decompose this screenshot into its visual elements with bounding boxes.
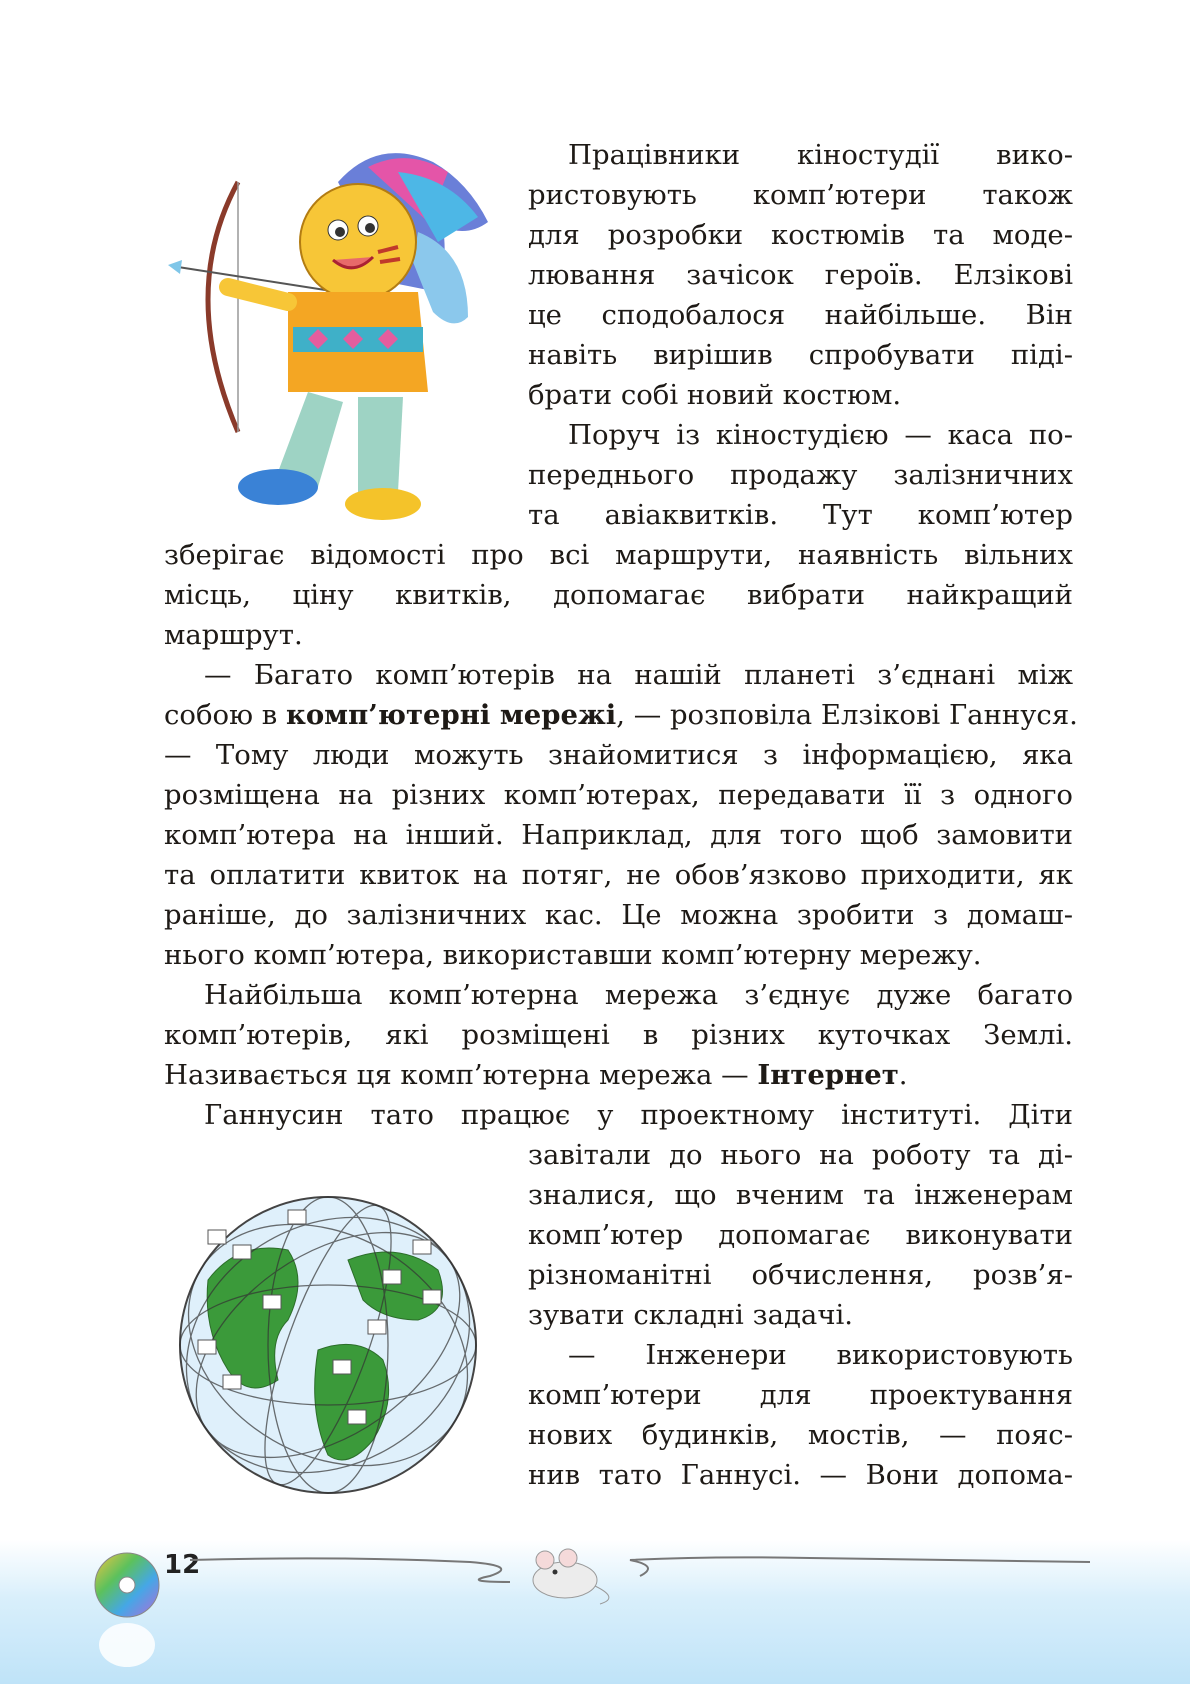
paragraph-ticket-office-cont — [164, 535, 1073, 655]
text-line: собою в комп’ютерні мережі, — розповіла Елзікові Ганнуся. — [164, 699, 1078, 731]
text-line: комп’ютери для проектування — [528, 1379, 1073, 1411]
text-line: нив тато Ганнусі. — Вони допома- — [528, 1459, 1073, 1491]
text-line: комп’ютер допомагає виконувати — [528, 1219, 1073, 1251]
text-line: зувати складні задачі. — [528, 1299, 854, 1331]
page-number: 12 — [164, 1550, 201, 1580]
text-line: для розробки костюмів та моде- — [528, 219, 1073, 251]
term-computer-networks: комп’ютерні мережі — [285, 699, 617, 731]
text-line: переднього продажу залізничних — [528, 459, 1073, 491]
text-line: маршрут. — [164, 619, 303, 651]
archer-illustration-icon — [168, 142, 508, 532]
text-line: — Багато комп’ютерів на нашій планеті з’єднані між — [204, 659, 1073, 691]
mouse-icon — [533, 1549, 609, 1604]
text-line: — Інженери використовують — [568, 1339, 1073, 1371]
text-line: Найбільша комп’ютерна мережа з’єднує дуже багато — [204, 979, 1073, 1011]
paragraph-computer-networks — [164, 655, 1078, 975]
text-line: раніше, до залізничних кас. Це можна зробити з домаш- — [164, 899, 1073, 931]
text-line: це сподобалося найбільше. Він — [528, 299, 1073, 331]
text-line: місць, ціну квитків, допомагає вибрати найкращий — [164, 579, 1073, 611]
text-line: та авіаквитків. Тут комп’ютер — [528, 499, 1073, 531]
text-line: — Тому люди можуть знайомитися з інформацією, яка — [164, 739, 1073, 771]
text-line: комп’ютера на інший. Наприклад, для того щоб замовити — [164, 819, 1073, 851]
text-line: лювання зачісок героїв. Елзікові — [528, 259, 1073, 291]
text-line: різноманітні обчислення, розв’я- — [528, 1259, 1073, 1291]
footer-decoration — [190, 1548, 1090, 1608]
text-line: нього комп’ютера, використавши комп’ютерну мережу. — [164, 939, 982, 971]
paragraph-institute — [164, 1095, 1073, 1135]
text-line: завітали до нього на роботу та ді- — [528, 1139, 1073, 1171]
text-line: розміщена на різних комп’ютерах, передавати її з одного — [164, 779, 1073, 811]
text-line: Працівники кіностудії вико- — [568, 139, 1073, 171]
text-line: Ганнусин тато працює у проектному інституті. Діти — [204, 1099, 1073, 1131]
term-internet: Інтернет — [757, 1059, 899, 1091]
text-line: Поруч із кіностудією — каса по- — [568, 419, 1073, 451]
text-line: зберігає відомості про всі маршрути, наявність вільних — [164, 539, 1073, 571]
paragraph-ticket-office — [528, 415, 1073, 535]
paragraph-internet — [164, 975, 1073, 1095]
paragraph-engineers — [528, 1335, 1073, 1495]
globe-network-icon — [168, 1170, 488, 1510]
text-line: Називається ця комп’ютерна мережа — Інтернет. — [164, 1059, 908, 1091]
text-line: та оплатити квиток на потяг, не обов’язково приходити, як — [164, 859, 1073, 891]
text-line: ристовують комп’ютери також — [528, 179, 1073, 211]
text-line: нових будинків, мостів, — пояс- — [528, 1419, 1073, 1451]
text-line: зналися, що вченим та інженерам — [528, 1179, 1073, 1211]
text-line: комп’ютерів, які розміщені в різних куточках Землі. — [164, 1019, 1073, 1051]
text-line: навіть вирішив спробувати піді- — [528, 339, 1073, 371]
text-line: брати собі новий костюм. — [528, 379, 902, 411]
paragraph-institute-cont — [528, 1135, 1073, 1335]
cd-disc-icon — [92, 1545, 162, 1675]
paragraph-film-studio — [528, 135, 1073, 415]
